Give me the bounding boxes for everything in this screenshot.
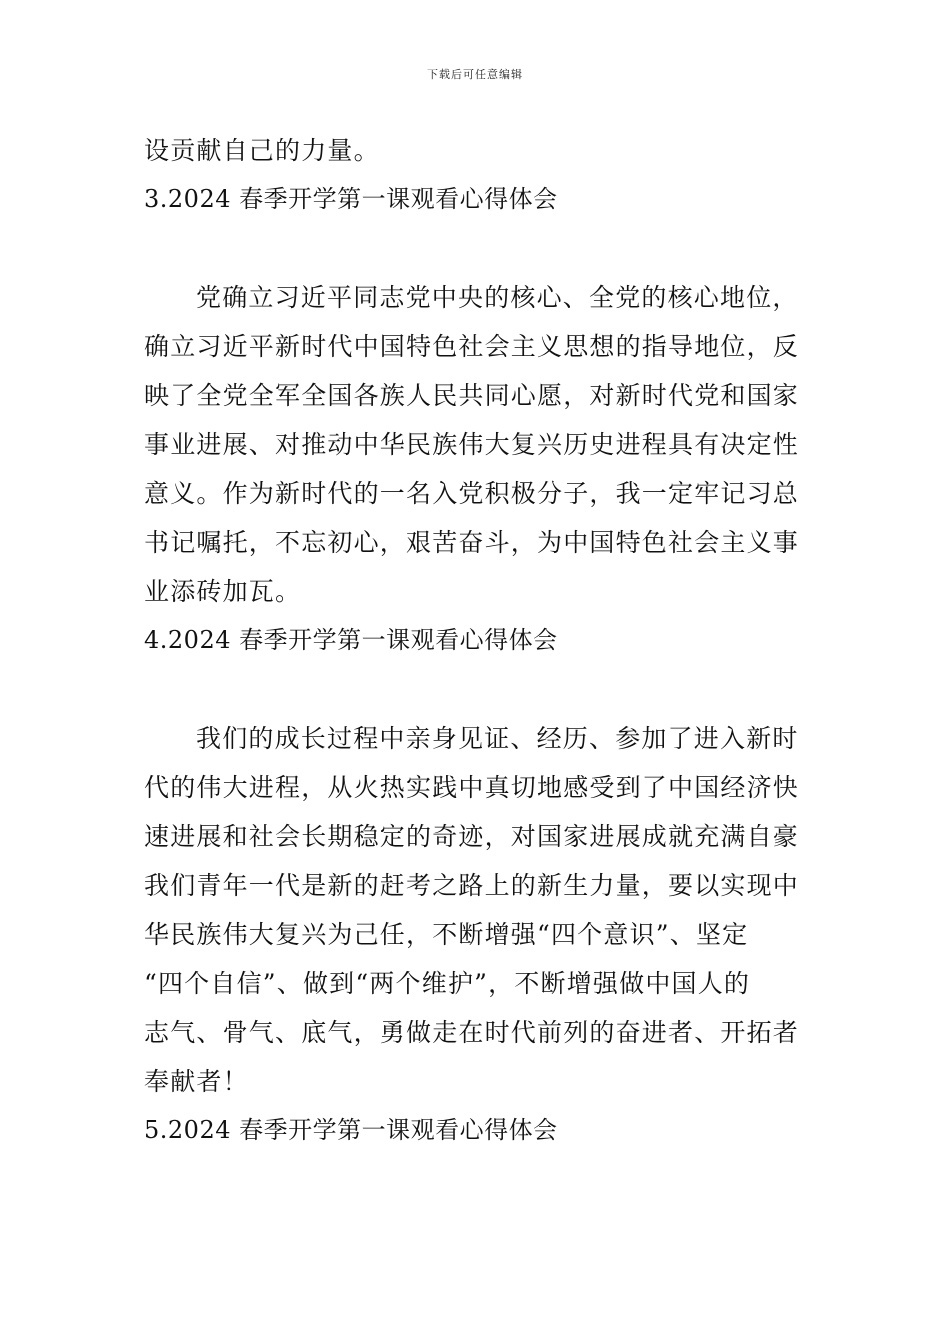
section-4-line-3: 速进展和社会长期稳定的奇迹，对国家进展成就充满自豪: [144, 822, 800, 851]
section-3-line-3: 映了全党全军全国各族人民共同心愿，对新时代党和国家: [144, 381, 800, 410]
section-4-title: 4.2024 春季开学第一课观看心得体会: [144, 626, 558, 654]
section-4-line-7: 志气、骨气、底气，勇做走在时代前列的奋进者、开拓者: [144, 1018, 800, 1047]
section-3-line-2: 确立习近平新时代中国特色社会主义思想的指导地位，反: [144, 332, 800, 361]
section-4-line-4: 我们青年一代是新的赶考之路上的新生力量，要以实现中: [144, 871, 800, 900]
spacer: [144, 224, 814, 273]
section-4-line-1: 我们的成长过程中亲身见证、经历、参加了进入新时: [196, 724, 799, 753]
section-3-title: 3.2024 春季开学第一课观看心得体会: [144, 185, 558, 213]
section-4-line-8: 奉献者！: [144, 1067, 249, 1096]
section-3-line-6: 书记嘱托，不忘初心，艰苦奋斗，为中国特色社会主义事: [144, 528, 800, 557]
section-3-line-1: 党确立习近平同志党中央的核心、全党的核心地位，: [196, 283, 799, 312]
document-body: [144, 126, 814, 1155]
intro-line: 设贡献自己的力量。: [144, 136, 380, 165]
section-3-line-4: 事业进展、对推动中华民族伟大复兴历史进程具有决定性: [144, 430, 800, 459]
page-header: 下载后可任意编辑: [427, 68, 523, 81]
section-3-line-5: 意义。作为新时代的一名入党积极分子，我一定牢记习总: [144, 479, 800, 508]
section-5-title: 5.2024 春季开学第一课观看心得体会: [144, 1116, 558, 1144]
section-4-line-6: “四个自信”、做到“两个维护”，不断增强做中国人的: [144, 969, 751, 998]
section-4-line-2: 代的伟大进程，从火热实践中真切地感受到了中国经济快: [144, 773, 800, 802]
section-4-line-5: 华民族伟大复兴为己任，不断增强“四个意识”、坚定: [144, 920, 749, 949]
section-3-line-7: 业添砖加瓦。: [144, 577, 302, 606]
spacer: [144, 665, 814, 714]
